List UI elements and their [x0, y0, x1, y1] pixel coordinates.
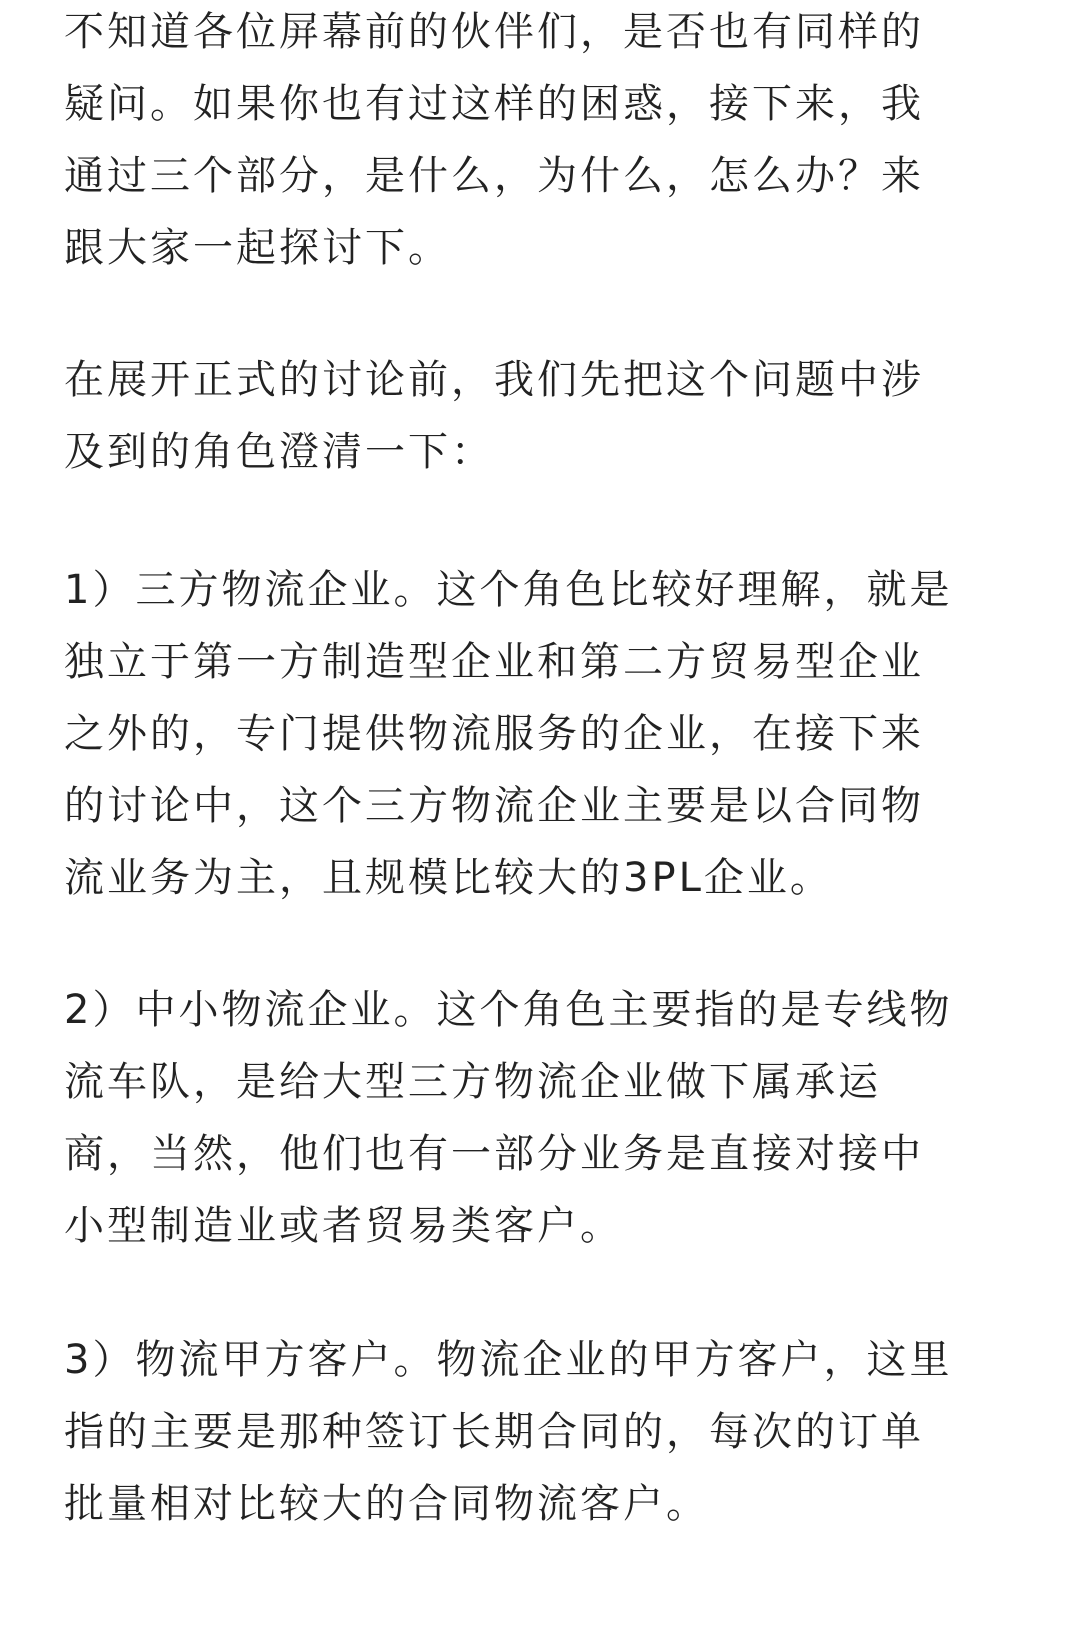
text-line: 批量相对比较大的合同物流客户。 — [64, 1481, 709, 1527]
intro-paragraph — [64, 0, 1024, 284]
text-line: 流业务为主，且规模比较大的3PL企业。 — [64, 855, 833, 901]
text-line: 及到的角色澄清一下： — [64, 429, 494, 475]
text-line: 不知道各位屏幕前的伙伴们，是否也有同样的 — [64, 9, 924, 55]
role-3pl-paragraph — [64, 554, 1024, 914]
text-line: 1）三方物流企业。这个角色比较好理解，就是 — [64, 567, 953, 613]
text-line: 小型制造业或者贸易类客户。 — [64, 1203, 623, 1249]
text-line: 商，当然，他们也有一部分业务是直接对接中 — [64, 1131, 924, 1177]
text-line: 流车队，是给大型三方物流企业做下属承运 — [64, 1059, 881, 1105]
text-line: 的讨论中，这个三方物流企业主要是以合同物 — [64, 783, 924, 829]
text-line: 之外的，专门提供物流服务的企业，在接下来 — [64, 711, 924, 757]
text-line: 通过三个部分，是什么，为什么，怎么办？来 — [64, 153, 924, 199]
text-line: 疑问。如果你也有过这样的困惑，接下来，我 — [64, 81, 924, 127]
text-line: 在展开正式的讨论前，我们先把这个问题中涉 — [64, 357, 924, 403]
text-line: 独立于第一方制造型企业和第二方贸易型企业 — [64, 639, 924, 685]
text-line: 跟大家一起探讨下。 — [64, 225, 451, 271]
role-sme-logistics-paragraph — [64, 974, 1024, 1262]
text-line: 3）物流甲方客户。物流企业的甲方客户，这里 — [64, 1337, 953, 1383]
roles-intro-paragraph — [64, 344, 1024, 488]
role-client-paragraph — [64, 1324, 1024, 1540]
text-line: 2）中小物流企业。这个角色主要指的是专线物 — [64, 987, 953, 1033]
text-line: 指的主要是那种签订长期合同的，每次的订单 — [64, 1409, 924, 1455]
